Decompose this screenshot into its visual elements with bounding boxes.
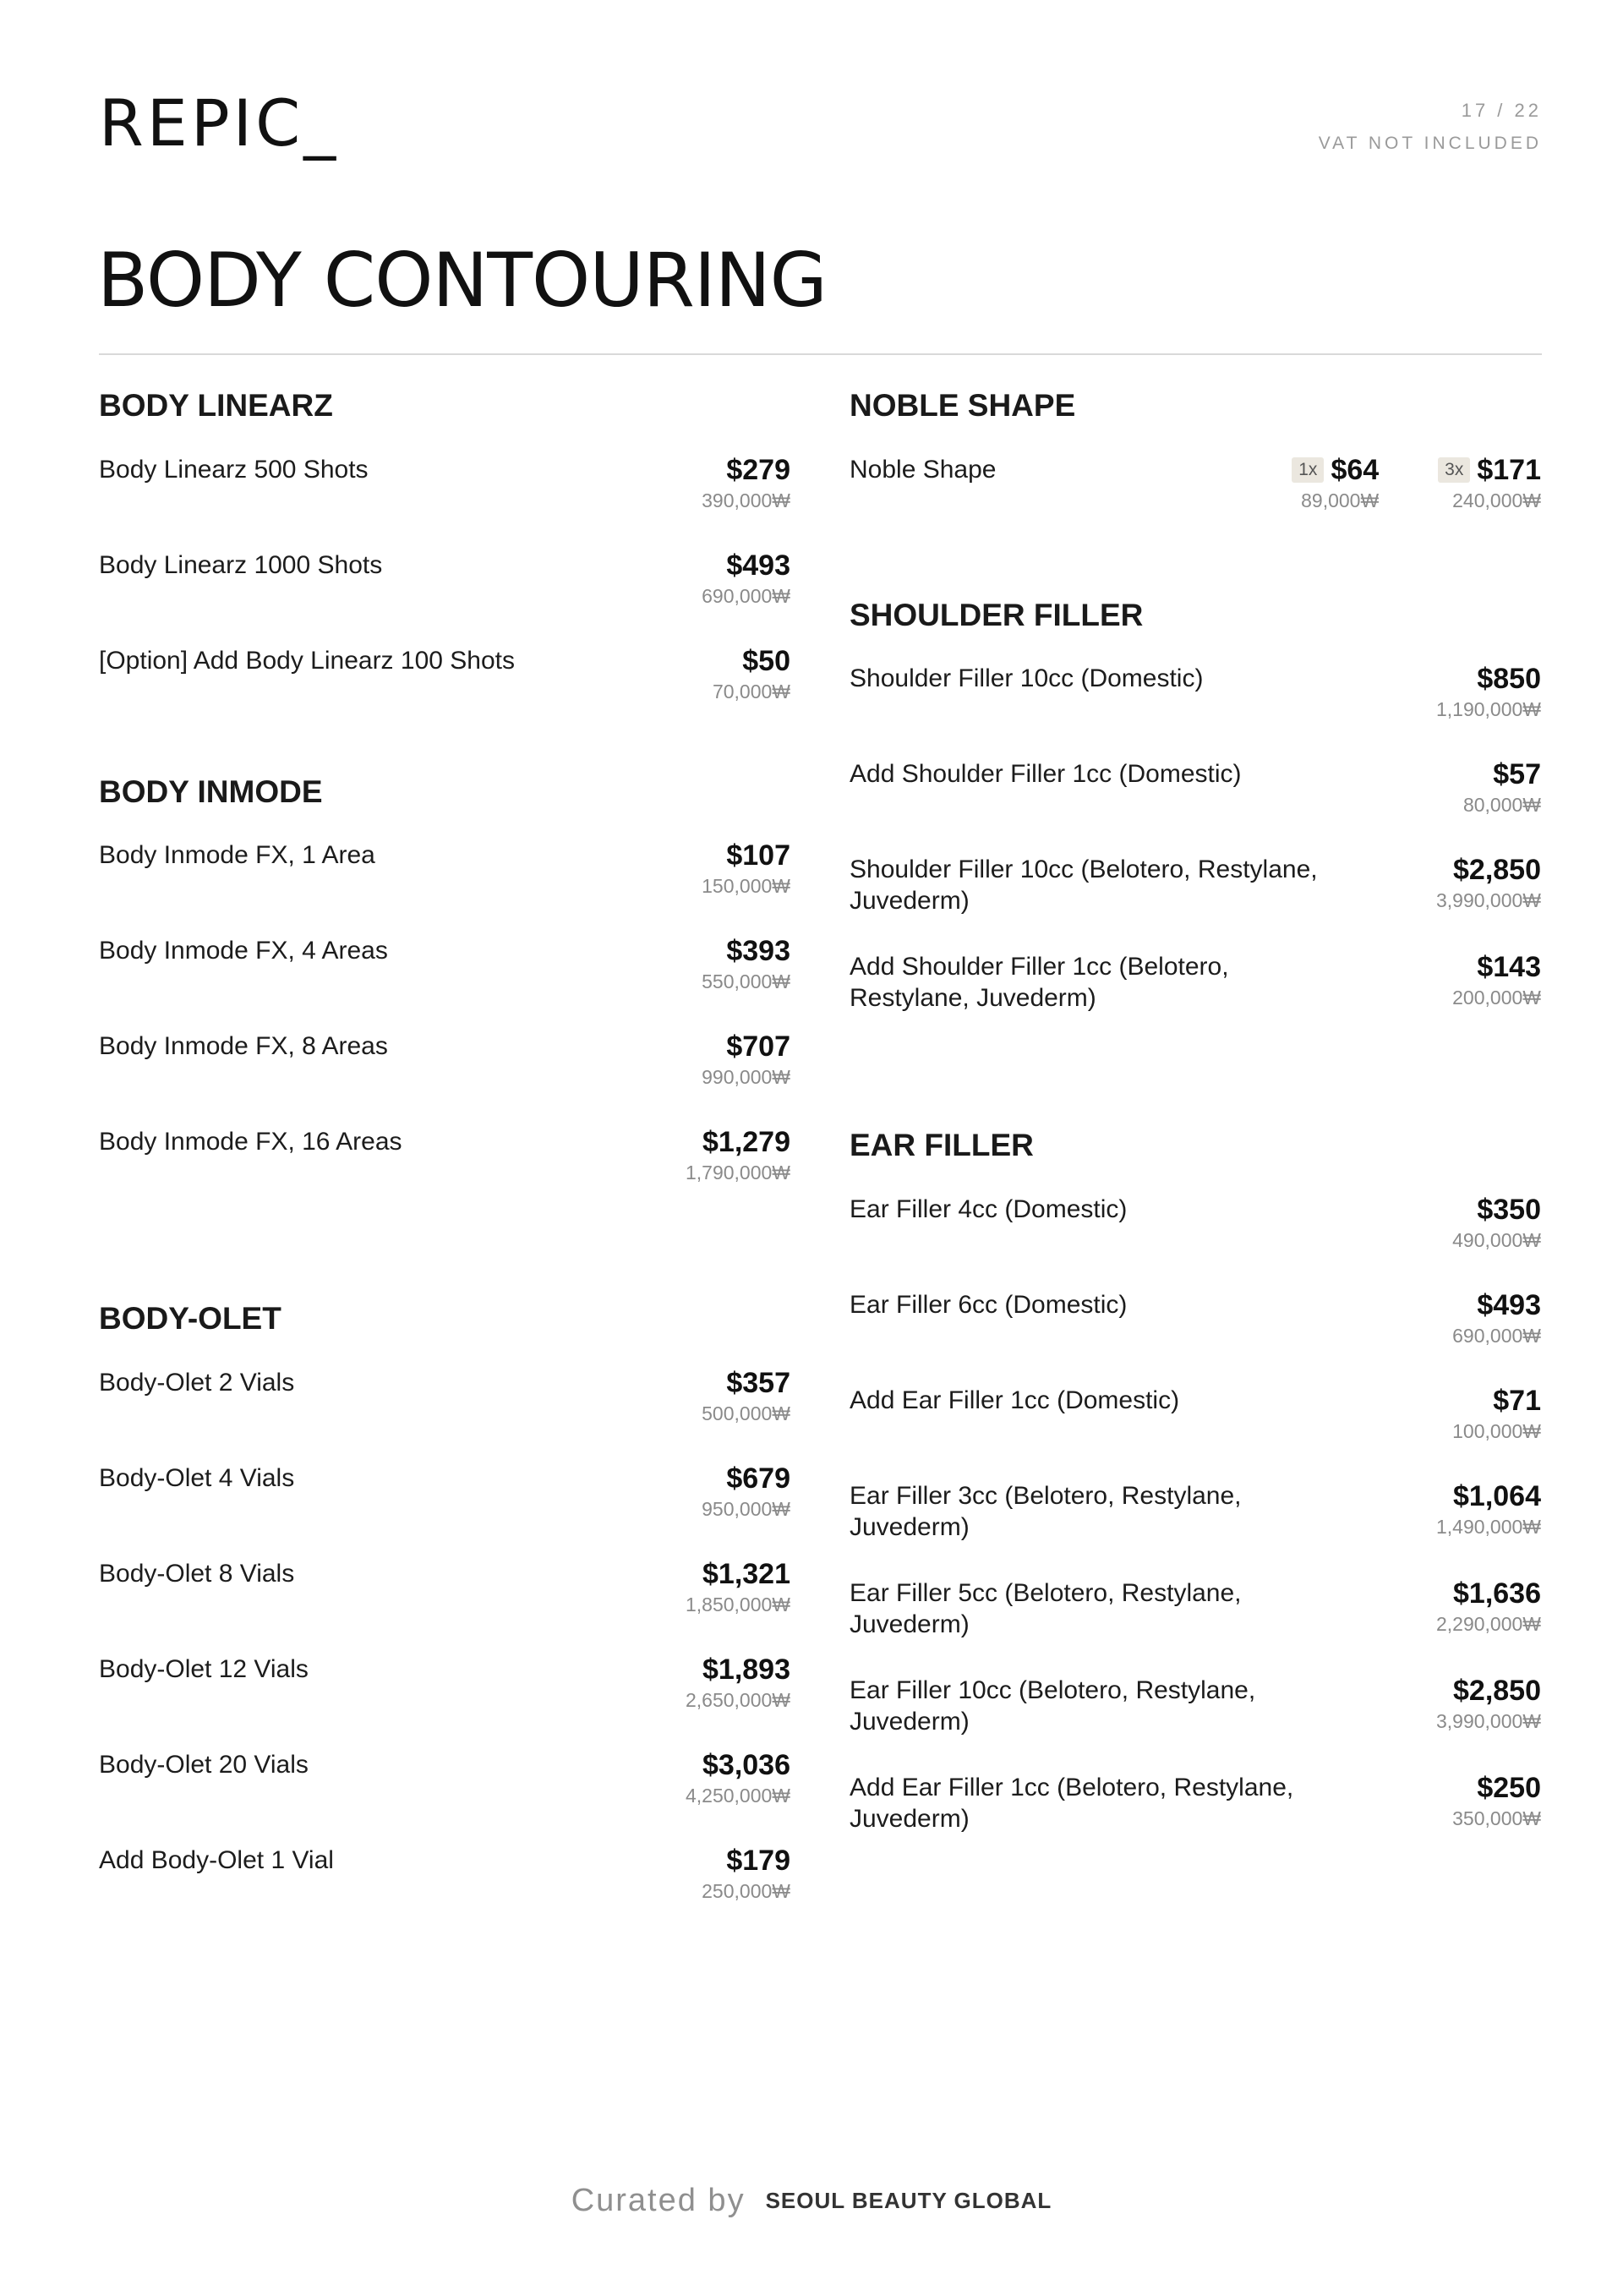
item-name: Body-Olet 4 Vials — [99, 1464, 295, 1493]
footer — [0, 2183, 1623, 2219]
price-block — [686, 1749, 790, 1808]
price-block — [1452, 1194, 1541, 1253]
price-krw: 250,000₩ — [702, 1880, 790, 1903]
price-usd-row — [1292, 454, 1379, 486]
price-block — [686, 1558, 790, 1617]
section-shoulder-filler — [850, 599, 1541, 1049]
item-name: Body-Olet 2 Vials — [99, 1369, 295, 1397]
price-item — [99, 549, 790, 645]
price-block — [1292, 454, 1379, 513]
price-krw: 690,000₩ — [702, 584, 790, 607]
price-block — [713, 645, 790, 704]
price-item — [850, 951, 1541, 1048]
price-krw: 89,000₩ — [1301, 489, 1380, 511]
price-usd: $2,850 — [1453, 1675, 1541, 1708]
price-block — [702, 1367, 790, 1426]
price-usd: $850 — [1477, 663, 1541, 696]
price-block — [702, 1462, 790, 1522]
left-column — [99, 389, 790, 1940]
item-name: Add Ear Filler 1cc (Belotero, Restylane, Juvederm) — [850, 1774, 1294, 1834]
price-usd: $393 — [726, 935, 790, 968]
price-block — [1436, 663, 1541, 722]
page-number: 17 / 22 — [1461, 100, 1542, 121]
item-name: [Option] Add Body Linearz 100 Shots — [99, 646, 515, 675]
price-block — [686, 1126, 790, 1185]
item-name: Body Inmode FX, 16 Areas — [99, 1128, 402, 1156]
price-usd: $1,064 — [1453, 1480, 1541, 1513]
footer-brand: SEOUL BEAUTY GLOBAL — [765, 2188, 1052, 2213]
item-name: Body-Olet 8 Vials — [99, 1560, 295, 1588]
price-item — [99, 454, 790, 549]
quantity-badge: 1x — [1292, 457, 1324, 483]
price-krw: 3,990,000₩ — [1435, 889, 1541, 912]
price-block — [702, 839, 790, 899]
price-item — [850, 1194, 1541, 1289]
section-title: EAR FILLER — [850, 1128, 1034, 1163]
price-usd: $279 — [726, 453, 790, 486]
price-block — [702, 1845, 790, 1904]
item-name: Add Shoulder Filler 1cc (Belotero, Restylane, Juvederm) — [850, 953, 1229, 1013]
price-usd: $3,036 — [702, 1749, 790, 1782]
price-item — [850, 758, 1541, 854]
section-title: NOBLE SHAPE — [850, 388, 1076, 423]
price-usd: $1,893 — [702, 1654, 790, 1686]
price-item — [99, 839, 790, 935]
price-usd: $1,636 — [1453, 1577, 1541, 1610]
price-item — [850, 1289, 1541, 1385]
price-item — [99, 935, 790, 1030]
price-block — [1438, 454, 1541, 513]
price-item — [99, 1126, 790, 1222]
price-krw: 3,990,000₩ — [1435, 1710, 1541, 1733]
price-usd: $493 — [726, 549, 790, 582]
price-item — [99, 1845, 790, 1940]
item-name: Body Inmode FX, 4 Areas — [99, 937, 388, 965]
price-block — [686, 1654, 790, 1713]
brand-logo: REPIC_ — [99, 85, 340, 161]
item-name: Noble Shape — [850, 455, 997, 484]
section-title: BODY-OLET — [99, 1301, 281, 1337]
price-krw: 2,650,000₩ — [685, 1689, 790, 1712]
price-usd: $171 — [1477, 453, 1541, 486]
price-usd: $71 — [1493, 1385, 1541, 1418]
price-options — [1292, 454, 1541, 513]
page-title: BODY CONTOURING — [97, 237, 827, 324]
price-item — [850, 1385, 1541, 1480]
price-item — [850, 1675, 1541, 1772]
price-block — [1463, 758, 1541, 817]
price-krw: 550,000₩ — [702, 970, 790, 993]
price-krw: 2,290,000₩ — [1435, 1613, 1541, 1636]
price-item — [850, 1480, 1541, 1577]
price-block — [1452, 951, 1541, 1010]
price-block — [702, 549, 790, 609]
price-usd: $679 — [726, 1462, 790, 1495]
price-krw: 950,000₩ — [702, 1498, 790, 1521]
item-name: Shoulder Filler 10cc (Domestic) — [850, 664, 1204, 693]
item-name: Body-Olet 12 Vials — [99, 1655, 309, 1684]
price-block — [702, 454, 790, 513]
price-item — [99, 645, 790, 741]
price-usd: $143 — [1477, 951, 1541, 984]
item-name: Ear Filler 4cc (Domestic) — [850, 1195, 1128, 1224]
price-usd: $707 — [726, 1030, 790, 1063]
price-krw: 150,000₩ — [702, 875, 790, 898]
price-item — [850, 663, 1541, 758]
price-krw: 390,000₩ — [702, 489, 790, 511]
item-name: Add Ear Filler 1cc (Domestic) — [850, 1386, 1180, 1415]
price-usd: $1,279 — [702, 1126, 790, 1159]
item-name: Body-Olet 20 Vials — [99, 1751, 309, 1779]
item-name: Shoulder Filler 10cc (Belotero, Restylane, Juvederm) — [850, 856, 1318, 916]
price-krw: 80,000₩ — [1462, 794, 1541, 817]
price-krw: 690,000₩ — [1452, 1325, 1541, 1348]
price-krw: 500,000₩ — [702, 1402, 790, 1425]
price-usd: $250 — [1477, 1772, 1541, 1805]
price-krw: 240,000₩ — [1452, 489, 1541, 511]
price-usd: $493 — [1477, 1289, 1541, 1322]
item-name: Body Linearz 1000 Shots — [99, 550, 383, 579]
price-krw: 1,790,000₩ — [685, 1162, 790, 1184]
price-item — [99, 1367, 790, 1462]
item-name: Body Linearz 500 Shots — [99, 455, 369, 484]
price-usd: $1,321 — [702, 1558, 790, 1591]
section-title: BODY LINEARZ — [99, 388, 333, 423]
section-title: SHOULDER FILLER — [850, 597, 1144, 632]
price-krw: 1,490,000₩ — [1435, 1516, 1541, 1539]
price-item — [99, 1462, 790, 1558]
price-usd: $64 — [1331, 453, 1380, 486]
price-item — [850, 854, 1541, 951]
price-krw: 1,190,000₩ — [1435, 698, 1541, 721]
item-name: Ear Filler 3cc (Belotero, Restylane, Juvederm) — [850, 1482, 1242, 1542]
price-usd: $350 — [1477, 1194, 1541, 1227]
item-name: Body Inmode FX, 8 Areas — [99, 1032, 388, 1061]
price-usd: $2,850 — [1453, 854, 1541, 887]
price-block — [1436, 1480, 1541, 1539]
price-item — [99, 1030, 790, 1126]
price-usd-row — [1438, 454, 1541, 486]
right-column — [850, 389, 1541, 1869]
price-item — [99, 1654, 790, 1749]
price-item — [99, 1558, 790, 1654]
section-title: BODY INMODE — [99, 774, 323, 809]
price-block — [1452, 1289, 1541, 1348]
price-krw: 4,250,000₩ — [685, 1785, 790, 1807]
section-body-olet — [99, 1302, 790, 1940]
price-item — [850, 454, 1541, 549]
price-block — [1436, 1577, 1541, 1637]
title-divider — [99, 353, 1542, 355]
price-krw: 490,000₩ — [1452, 1229, 1541, 1252]
price-block — [702, 1030, 790, 1090]
price-block — [1452, 1385, 1541, 1444]
item-name: Add Body-Olet 1 Vial — [99, 1846, 334, 1875]
price-krw: 990,000₩ — [702, 1066, 790, 1089]
price-item — [850, 1772, 1541, 1869]
price-usd: $179 — [726, 1845, 790, 1878]
price-krw: 1,850,000₩ — [685, 1594, 790, 1616]
price-item — [850, 1577, 1541, 1675]
price-usd: $357 — [726, 1367, 790, 1400]
price-block — [1452, 1772, 1541, 1831]
page-meta — [1319, 100, 1542, 154]
price-block — [702, 935, 790, 994]
price-usd: $107 — [726, 839, 790, 872]
item-name: Add Shoulder Filler 1cc (Domestic) — [850, 760, 1242, 789]
price-krw: 100,000₩ — [1452, 1420, 1541, 1443]
price-block — [1436, 854, 1541, 913]
quantity-badge: 3x — [1438, 457, 1470, 483]
section-noble-shape — [850, 389, 1541, 549]
item-name: Ear Filler 5cc (Belotero, Restylane, Juvederm) — [850, 1579, 1242, 1639]
price-krw: 350,000₩ — [1452, 1807, 1541, 1830]
section-ear-filler — [850, 1129, 1541, 1869]
price-usd: $57 — [1493, 758, 1541, 791]
price-krw: 200,000₩ — [1452, 987, 1541, 1009]
price-krw: 70,000₩ — [712, 680, 790, 702]
section-body-linearz — [99, 389, 790, 741]
section-body-inmode — [99, 775, 790, 1222]
item-name: Ear Filler 10cc (Belotero, Restylane, Juvederm) — [850, 1676, 1256, 1736]
item-name: Body Inmode FX, 1 Area — [99, 841, 375, 870]
price-item — [99, 1749, 790, 1845]
item-name: Ear Filler 6cc (Domestic) — [850, 1291, 1128, 1320]
price-usd: $50 — [742, 644, 790, 677]
curated-by-label: Curated by — [571, 2183, 746, 2218]
price-block — [1436, 1675, 1541, 1734]
vat-note: VAT NOT INCLUDED — [1318, 134, 1542, 153]
